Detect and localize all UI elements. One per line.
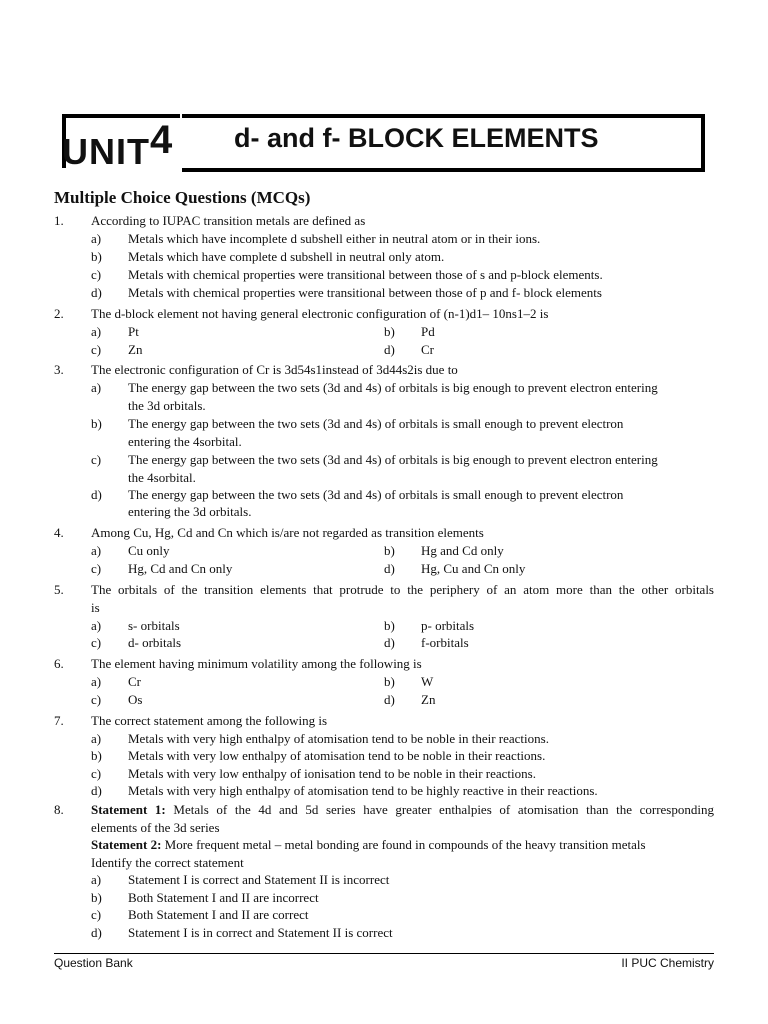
option-label: c) [91, 692, 102, 707]
q1-option-b: Metals which have complete d subshell in neutral only atom. [128, 249, 445, 264]
q5-number: 5. [54, 582, 64, 597]
option-label: c) [91, 452, 102, 467]
q7-number: 7. [54, 713, 64, 728]
option-label: c) [91, 342, 102, 357]
q1-number: 1. [54, 213, 64, 228]
option-label: a) [91, 380, 102, 395]
q5-text-cont: is [91, 600, 100, 615]
q8-option-c: Both Statement I and II are correct [128, 907, 309, 922]
option-label: a) [91, 324, 102, 339]
chapter-title: d- and f- BLOCK ELEMENTS [234, 123, 599, 153]
q4-text: Among Cu, Hg, Cd and Cn which is/are not regarded as transition elements [91, 525, 484, 540]
option-label: b) [91, 249, 102, 264]
q3-option-a: The energy gap between the two sets (3d and 4s) of orbitals is big enough to prevent electron entering [128, 380, 658, 395]
q5-option-c: d- orbitals [128, 635, 182, 650]
q6-option-a: Cr [128, 674, 141, 689]
option-label: c) [91, 635, 102, 650]
q6-number: 6. [54, 656, 64, 671]
option-label: d) [91, 487, 102, 502]
option-label: b) [91, 890, 102, 905]
q3-option-d: The energy gap between the two sets (3d and 4s) of orbitals is small enough to prevent electron [128, 487, 624, 502]
q3-number: 3. [54, 362, 64, 377]
q8-statement-1 [91, 801, 714, 818]
q7-text: The correct statement among the following is [91, 713, 328, 728]
q3-option-d-cont: entering the 3d orbitals. [128, 504, 252, 519]
option-label: d) [91, 925, 102, 940]
statement-2-text: More frequent metal – metal bonding are found in compounds of the heavy transition metals [161, 837, 646, 852]
q4-option-a: Cu only [128, 543, 170, 558]
option-label: a) [91, 618, 102, 633]
q8-option-a: Statement I is correct and Statement II is incorrect [128, 872, 390, 887]
q8-option-d: Statement I is in correct and Statement II is correct [128, 925, 393, 940]
q2-option-b: Pd [421, 324, 435, 339]
q8-prompt: Identify the correct statement [91, 855, 244, 870]
option-label: d) [384, 692, 395, 707]
q5-option-b: p- orbitals [421, 618, 475, 633]
q6-option-d: Zn [421, 692, 436, 707]
q7-option-a: Metals with very high enthalpy of atomisation tend to be noble in their reactions. [128, 731, 549, 746]
q2-text: The d-block element not having general electronic configuration of (n-1)d1– 10ns1–2 is [91, 306, 549, 321]
q3-option-b: The energy gap between the two sets (3d and 4s) of orbitals is small enough to prevent electron [128, 416, 624, 431]
q1-option-c: Metals with chemical properties were transitional between those of s and p-block elements. [128, 267, 603, 282]
option-label: d) [91, 285, 102, 300]
unit-number: 4 [150, 118, 173, 162]
q3-option-b-cont: entering the 4sorbital. [128, 434, 242, 449]
q4-number: 4. [54, 525, 64, 540]
q2-number: 2. [54, 306, 64, 321]
statement-1-label: Statement 1: [91, 802, 166, 817]
q4-option-c: Hg, Cd and Cn only [128, 561, 233, 576]
q3-option-c-cont: the 4sorbital. [128, 470, 196, 485]
option-label: b) [384, 543, 395, 558]
q6-option-b: W [421, 674, 434, 689]
option-label: a) [91, 674, 102, 689]
q6-text: The element having minimum volatility among the following is [91, 656, 422, 671]
option-label: a) [91, 731, 102, 746]
q3-option-a-cont: the 3d orbitals. [128, 398, 206, 413]
option-label: b) [384, 618, 395, 633]
unit-label: UNIT [62, 131, 150, 172]
q3-text: The electronic configuration of Cr is 3d54s1instead of 3d44s2is due to [91, 362, 458, 377]
q5-option-a: s- orbitals [128, 618, 180, 633]
section-title: Multiple Choice Questions (MCQs) [54, 188, 311, 207]
footer-left: Question Bank [54, 956, 133, 970]
statement-1-text: Metals of the 4d and 5d series have greater enthalpies of atomisation than the corresponding [165, 802, 714, 817]
q3-option-c: The energy gap between the two sets (3d and 4s) of orbitals is big enough to prevent electron entering [128, 452, 658, 467]
q1-option-d: Metals with chemical properties were transitional between those of p and f- block elements [128, 285, 602, 300]
option-label: a) [91, 872, 102, 887]
q8-statement-2 [91, 836, 646, 853]
option-label: c) [91, 907, 102, 922]
option-label: b) [384, 674, 395, 689]
option-label: a) [91, 543, 102, 558]
footer-right: II PUC Chemistry [621, 956, 714, 970]
option-label: c) [91, 267, 102, 282]
option-label: c) [91, 766, 102, 781]
option-label: c) [91, 561, 102, 576]
q5-text: The orbitals of the transition elements that protrude to the periphery of an atom more than the other orbitals [91, 582, 714, 597]
q7-option-d: Metals with very high enthalpy of atomisation tend to be highly reactive in their reactions. [128, 783, 598, 798]
option-label: d) [384, 342, 395, 357]
q4-option-b: Hg and Cd only [421, 543, 504, 558]
footer-rule [54, 953, 714, 954]
q2-option-c: Zn [128, 342, 143, 357]
option-label: b) [91, 748, 102, 763]
option-label: d) [384, 561, 395, 576]
q6-option-c: Os [128, 692, 143, 707]
option-label: b) [91, 416, 102, 431]
q5-option-d: f-orbitals [421, 635, 469, 650]
q8-statement-1-cont: elements of the 3d series [91, 820, 220, 835]
q8-number: 8. [54, 802, 64, 817]
option-label: b) [384, 324, 395, 339]
q1-option-a: Metals which have incomplete d subshell either in neutral atom or in their ions. [128, 231, 541, 246]
option-label: a) [91, 231, 102, 246]
q2-option-a: Pt [128, 324, 139, 339]
q2-option-d: Cr [421, 342, 434, 357]
statement-2-label: Statement 2: [91, 837, 162, 852]
q1-text: According to IUPAC transition metals are defined as [91, 213, 366, 228]
q4-option-d: Hg, Cu and Cn only [421, 561, 526, 576]
q8-option-b: Both Statement I and II are incorrect [128, 890, 319, 905]
q7-option-c: Metals with very low enthalpy of ionisation tend to be noble in their reactions. [128, 766, 536, 781]
q7-option-b: Metals with very low enthalpy of atomisation tend to be noble in their reactions. [128, 748, 546, 763]
option-label: d) [384, 635, 395, 650]
option-label: d) [91, 783, 102, 798]
